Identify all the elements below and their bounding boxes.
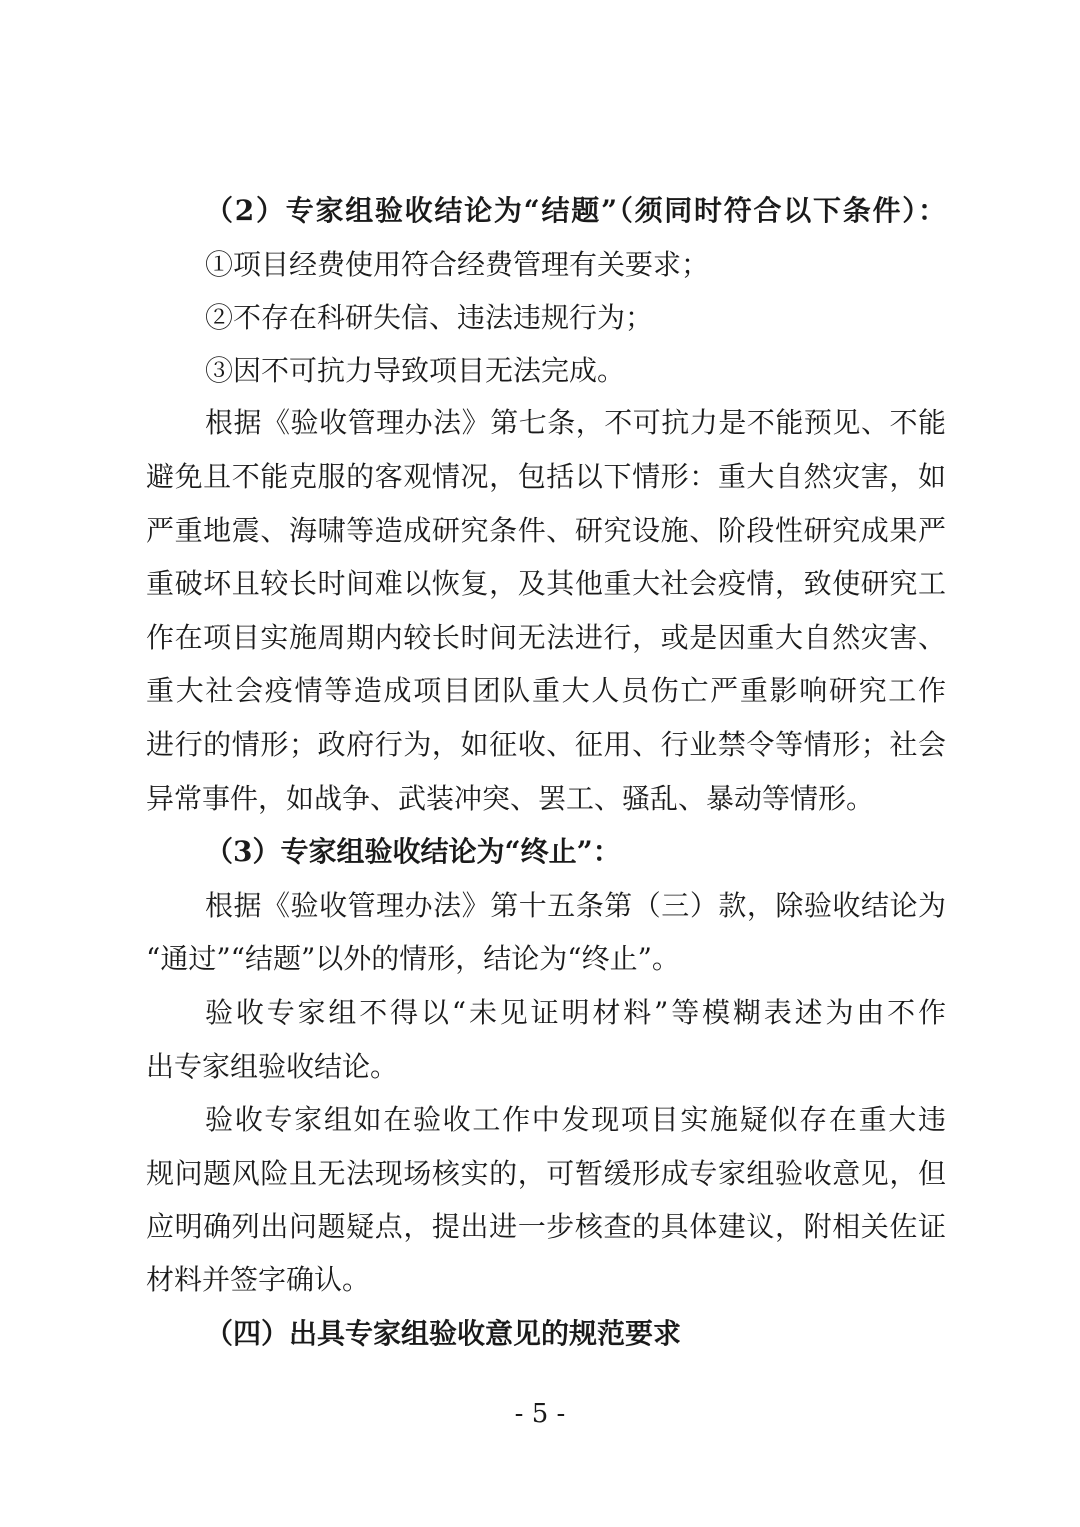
paragraph-line: 重大社会疫情等造成项目团队重大人员伤亡严重影响研究工作 [146, 674, 946, 707]
paragraph-line: 作在项目实施周期内较长时间无法进行，或是因重大自然灾害、 [146, 621, 946, 654]
paragraph-line: 应明确列出问题疑点，提出进一步核查的具体建议，附相关佐证 [146, 1210, 946, 1243]
paragraph-line: 避免且不能克服的客观情况，包括以下情形：重大自然灾害，如 [146, 460, 946, 493]
section-heading-conclusion-3: （3）专家组验收结论为“终止”： [205, 835, 621, 868]
paragraph-line: 验收专家组如在验收工作中发现项目实施疑似存在重大违 [205, 1103, 946, 1136]
paragraph-line: 严重地震、海啸等造成研究条件、研究设施、阶段性研究成果严 [146, 514, 946, 547]
paragraph-line: 根据《验收管理办法》第十五条第（三）款，除验收结论为 [205, 889, 946, 922]
paragraph-line: 规问题风险且无法现场核实的，可暂缓形成专家组验收意见，但 [146, 1157, 946, 1190]
paragraph-line: “通过”“结题”以外的情形，结论为“终止”。 [146, 942, 680, 975]
condition-item-3: ③因不可抗力导致项目无法完成。 [205, 354, 626, 387]
paragraph-line: 异常事件，如战争、武装冲突、罢工、骚乱、暴动等情形。 [146, 782, 875, 815]
paragraph-line: 材料并签字确认。 [146, 1263, 371, 1296]
condition-item-1: ①项目经费使用符合经费管理有关要求； [205, 248, 710, 281]
paragraph-line: 出专家组验收结论。 [146, 1050, 399, 1083]
paragraph-line: 验收专家组不得以“未见证明材料”等模糊表述为由不作 [205, 996, 946, 1029]
section-heading-conclusion-2: （2）专家组验收结论为“结题”（须同时符合以下条件）： [205, 194, 946, 227]
paragraph-line: 根据《验收管理办法》第七条，不可抗力是不能预见、不能 [205, 406, 946, 439]
paragraph-line: 重破坏且较长时间难以恢复，及其他重大社会疫情，致使研究工 [146, 567, 946, 600]
paragraph-line: 进行的情形；政府行为，如征收、征用、行业禁令等情形；社会 [146, 728, 946, 761]
page-number: - 5 - [514, 1399, 566, 1429]
section-heading-4: （四）出具专家组验收意见的规范要求 [205, 1317, 682, 1350]
condition-item-2: ②不存在科研失信、违法违规行为； [205, 301, 654, 334]
